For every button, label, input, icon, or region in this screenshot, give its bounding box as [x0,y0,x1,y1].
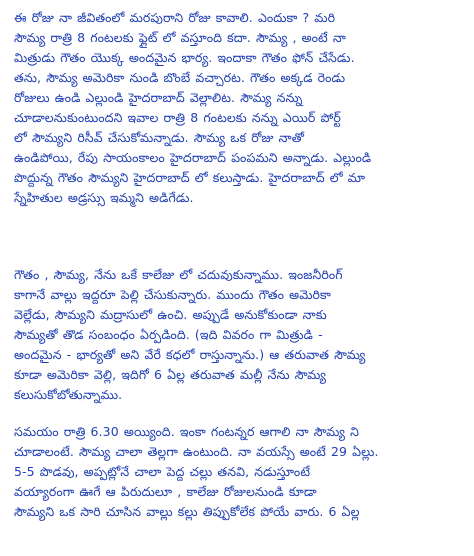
text-line: స్నేహితుల అడ్రస్సు ఇమ్మని అడిగేడు. [14,190,194,205]
text-line: చూడాలంటే. సౌమ్య చాలా తెల్లగా ఉంటుంది. నా వయస్సే అంటే 29 ఏల్లు. [14,444,379,459]
text-line: కాగానే వాల్లు ఇద్దరూ పెల్లి చేసుకున్నారు. ముందు గౌతం అమెరికా [14,287,331,302]
paragraph-2 [14,265,460,405]
text-line: అందమైన - భార్యతో అని వేరే కధలో రాస్తున్నాను.) ఆ తరువాత సౌమ్య [14,347,366,362]
text-line: సౌమ్యని ఒక సారి చూసిన వాల్లు కల్లు తిప్పుకోలేక పోయే వారు. 6 ఏల్ల [14,504,360,519]
text-line: తను, సౌమ్య అమెరికా నుండి బొంబే వచ్చారట. గౌతం అక్కడ రెండు [14,70,346,85]
text-line: రోజులు ఉండి ఎల్లుండి హైదరాబాద్ వెల్లాలిట. సౌమ్య నన్ను [14,90,303,105]
text-line: ఉండిపోయి, రేపు సాయంకాలం హైదరాబాద్ పంపమని అన్నాడు. ఎల్లుండి [14,150,372,165]
paragraph-1 [14,8,460,208]
text-line: కలుసుకోబోతున్నాము. [14,387,123,402]
text-line: 5-5 పొడవు, అప్పట్లోనే చాలా పెద్ద చల్లు తనవి, నడుస్తూంటే [14,464,311,479]
text-line: వెల్లేడు, సౌమ్యని మద్రాసులో ఉంచి. అప్పుడే అనుకోకుండా నాకు [14,307,327,322]
text-line: లో సౌమ్యని రిసీవ్ చేసుకోమన్నాడు. సౌమ్య ఒక రోజు నాతో [14,130,304,145]
text-line: మిత్రుడు గౌతం యొక్క అందమైన భార్య. ఇందాకా గౌతం ఫోన్ చేసేడు. [14,50,355,65]
text-line: వయ్యారంగా ఊగే ఆ పిరుదులూ , కాలేజు రోజులనుండి కూడా [14,484,317,499]
text-line: సమయం రాత్రి 6.30 అయ్యింది. ఇంకా గంటన్నర ఆగాలి నా సౌమ్య ని [14,424,360,439]
paragraph-3 [14,422,460,522]
text-line: కూడా అమెరికా వెల్లి, ఇదిగో 6 ఏల్ల తరువాత మల్లీ నేను సౌమ్య [14,367,327,382]
text-line: సౌమ్య రాత్రి 8 గంటలకు ఫ్లైట్ లో వస్తూంది కదా. సౌమ్య , అంటే నా [14,30,346,45]
text-line: పొద్దున్న గౌతం సౌమ్యని హైదరాబాద్ లో కలుస్తాడు. హైదరాబాద్ లో మా [14,170,366,185]
text-line: గౌతం , సౌమ్య, నేను ఒకే కాలేజు లో చదువుకున్నాము. ఇంజనీరింగ్ [14,267,343,282]
text-line: ఈ రోజు నా జీవితంలో మరపురాని రోజు కావాలి. ఎందుకా ? మరి [14,10,336,25]
text-line: చూడాలనుకుంటుందని ఇవాల రాత్రి 8 గంటలకు నన్ను ఎయిర్ పోర్ట్ [14,110,341,125]
text-line: సౌమ్యతో తొడ సంబంధం ఏర్పడింది. (ఇది వివరం గా మిత్రుడి - [14,327,323,342]
